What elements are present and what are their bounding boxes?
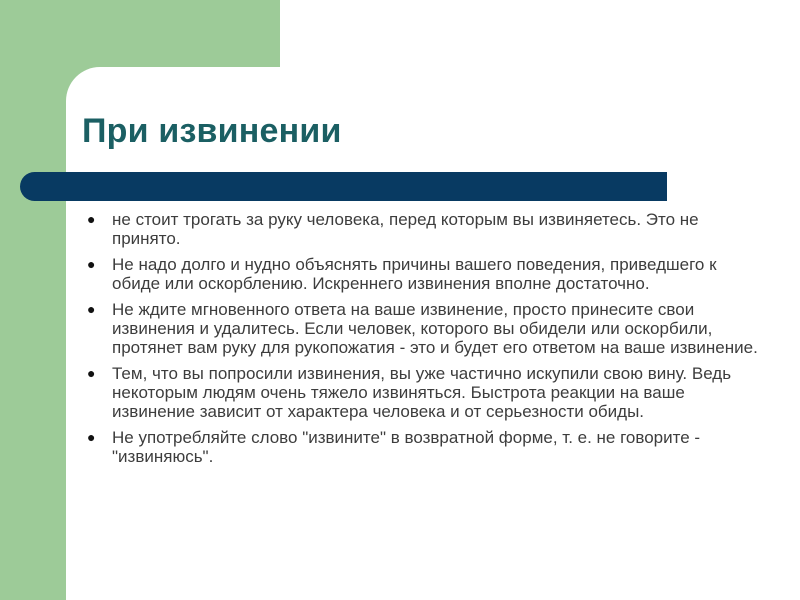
bullet-text: Не употребляйте слово "извините" в возвратной форме, т. е. не говорите - "извиняюсь".	[112, 428, 701, 466]
bullet-item	[86, 255, 766, 293]
bullet-item	[86, 300, 766, 357]
bullet-text: не стоит трогать за руку человека, перед которым вы извиняетесь. Это не принято.	[112, 210, 699, 248]
bullet-text: Не надо долго и нудно объяснять причины вашего поведения, приведшего к обиде или оскорблению. Искреннего извинения вполне достаточно.	[112, 255, 717, 293]
bullet-text: Не ждите мгновенного ответа на ваше извинение, просто принесите свои извинения и удалитесь. Если человек, которого вы обидели или оскорбили, протянет вам руку для рукопожатия - это и будет его ответом на ваше извинение.	[112, 300, 758, 357]
bullet-item	[86, 364, 766, 421]
title-underline-bar	[20, 172, 667, 201]
bullet-dot-icon: ●	[87, 211, 96, 227]
bullet-dot-icon: ●	[87, 256, 96, 272]
slide-title: При извинении	[82, 112, 342, 150]
bullet-item	[86, 210, 766, 248]
bullet-dot-icon: ●	[87, 301, 96, 317]
bullet-dot-icon: ●	[87, 365, 96, 381]
bullet-text: Тем, что вы попросили извинения, вы уже частично искупили свою вину. Ведь некоторым людям очень тяжело извиняться. Быстрота реакции на ваше извинение зависит от характера человека и от серьезности обиды.	[112, 364, 732, 421]
bullet-list	[86, 210, 766, 473]
bullet-dot-icon: ●	[87, 429, 96, 445]
bullet-item	[86, 428, 766, 466]
